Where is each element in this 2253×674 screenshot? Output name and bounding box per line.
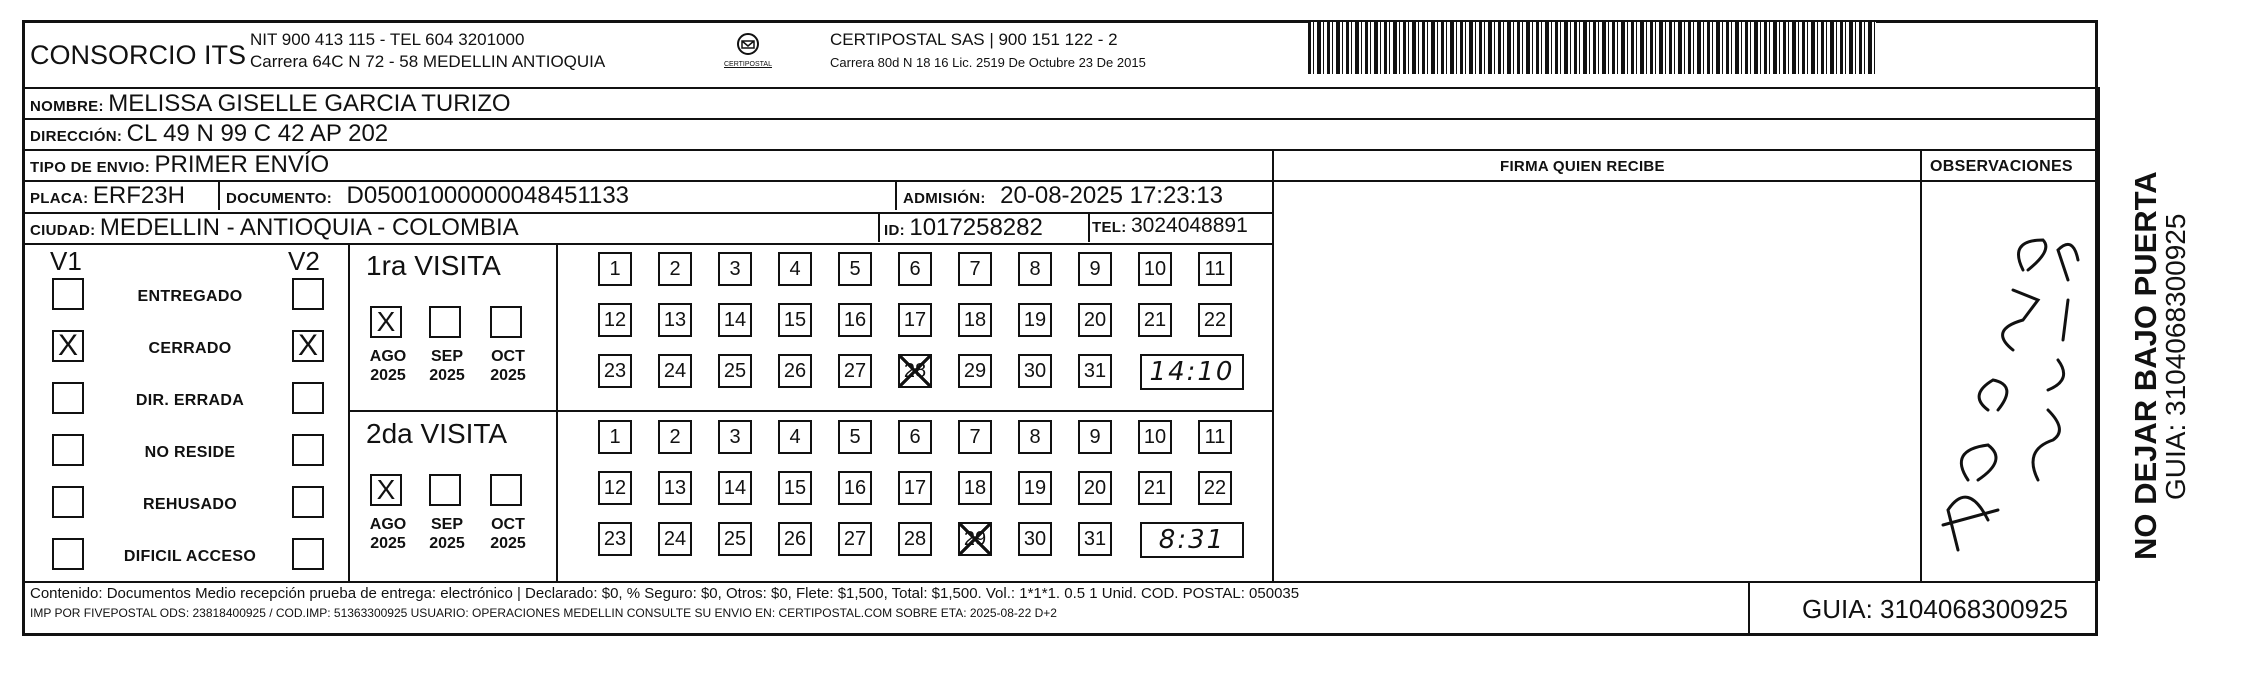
visit-title: 2da VISITA: [366, 418, 508, 449]
status-label: NO RESIDE: [144, 444, 236, 461]
ciudad-row: [30, 214, 519, 242]
visit-day-box[interactable]: 30: [1018, 354, 1052, 388]
visit-month-checkbox[interactable]: [429, 306, 461, 338]
status-v1-checkbox[interactable]: [52, 486, 84, 518]
admision-value: 20-08-2025 17:23:13: [1000, 182, 1224, 209]
visit-day-box[interactable]: 29: [958, 522, 992, 556]
status-label: DIFICIL ACCESO: [123, 548, 257, 565]
direccion-value: CL 49 N 99 C 42 AP 202: [126, 120, 389, 147]
firma-column-divider: [1272, 149, 1274, 581]
visit-day-box[interactable]: 23: [598, 354, 632, 388]
visit-day-box[interactable]: 6: [898, 252, 932, 286]
tipo-row: [30, 151, 329, 179]
status-label: ENTREGADO: [137, 288, 243, 305]
status-v2-checkbox[interactable]: [292, 382, 324, 414]
visit-day-box[interactable]: 15: [778, 471, 812, 505]
visit-year-label: 2025: [429, 535, 465, 552]
visit-day-box[interactable]: 25: [718, 354, 752, 388]
id-value: 1017258282: [909, 214, 1043, 241]
tel-value: 3024048891: [1130, 214, 1248, 237]
visit-month-checkbox[interactable]: [490, 474, 522, 506]
visit-month-mark: X: [376, 474, 396, 505]
placa-value: ERF23H: [92, 182, 185, 209]
observation-handwriting: [1928, 180, 2088, 575]
visit-day-box[interactable]: 10: [1138, 252, 1172, 286]
nombre-row: [30, 90, 511, 118]
footer-divider: [22, 581, 2098, 583]
visit-day-box[interactable]: 31: [1078, 354, 1112, 388]
visit-day-box[interactable]: 4: [778, 252, 812, 286]
visit-year-label: 2025: [490, 535, 526, 552]
nit-line: NIT 900 413 115 - TEL 604 3201000: [250, 30, 525, 49]
barcode: [1308, 22, 1876, 74]
visit-day-box[interactable]: 29: [958, 354, 992, 388]
visit-day-box[interactable]: 5: [838, 252, 872, 286]
cell-divider: [1088, 214, 1090, 242]
status-v2-checkbox[interactable]: [292, 538, 324, 570]
company-address: Carrera 64C N 72 - 58 MEDELLIN ANTIOQUIA: [250, 52, 606, 71]
visit-month-label: OCT: [491, 348, 525, 365]
visit-day-box[interactable]: 18: [958, 303, 992, 337]
visit-day-box[interactable]: 5: [838, 420, 872, 454]
visit-day-box[interactable]: 28: [898, 522, 932, 556]
visit-day-box[interactable]: 27: [838, 354, 872, 388]
status-v2-mark: X: [297, 329, 318, 362]
visit-day-box[interactable]: 31: [1078, 522, 1112, 556]
observaciones-column-divider: [1920, 149, 1922, 581]
visit-day-box[interactable]: 1: [598, 252, 632, 286]
visit-day-box[interactable]: 25: [718, 522, 752, 556]
certipostal-address: Carrera 80d N 18 16 Lic. 2519 De Octubre 23 De 2015: [830, 55, 1146, 70]
footer-line1: Contenido: Documentos Medio recepción prueba de entrega: electrónico | Declarado: $0, % Seguro: $0, Otros: $0, Flete: $1,500, Total: $1,500. Vol.: 1*1*1. 0.5 1 Unid. COD. POSTAL: 050035: [30, 585, 1300, 602]
visit-day-box[interactable]: 27: [838, 522, 872, 556]
visit-day-box[interactable]: 3: [718, 252, 752, 286]
visit-month-label: AGO: [369, 348, 407, 365]
visit-month-checkbox[interactable]: [490, 306, 522, 338]
v1-header: V1: [50, 246, 82, 276]
documento-value: D05001000000048451133: [346, 182, 630, 209]
row-divider: [22, 87, 2098, 89]
visit-day-box[interactable]: 20: [1078, 471, 1112, 505]
status-v1-checkbox[interactable]: [52, 538, 84, 570]
footer-line2: IMP POR FIVEPOSTAL ODS: 23818400925 / COD.IMP: 51363300925 USUARIO: OPERACIONES MEDELLIN CONSULTE SU ENVIO EN: CERTIPOSTAL.COM SOBRE ETA: 2025-08-22 D+2: [30, 606, 1057, 620]
visit-day-box[interactable]: 8: [1018, 420, 1052, 454]
visit-month-checkbox[interactable]: [429, 474, 461, 506]
visit-day-box[interactable]: 16: [838, 303, 872, 337]
status-label: DIR. ERRADA: [135, 392, 245, 409]
visit-day-box[interactable]: 28: [898, 354, 932, 388]
certipostal-logo: [720, 32, 776, 76]
visit-month-checkbox[interactable]: [370, 306, 402, 338]
company-name: CONSORCIO ITS: [30, 40, 247, 70]
visit-title: 1ra VISITA: [366, 250, 501, 281]
id-cell: [884, 214, 1043, 242]
visit-day-box[interactable]: 21: [1138, 303, 1172, 337]
visit-day-box[interactable]: 13: [658, 471, 692, 505]
visit-day-box[interactable]: 7: [958, 252, 992, 286]
side-guia: GUIA: 3104068300925: [2160, 213, 2191, 500]
footer-guia-divider: [1748, 581, 1750, 633]
ciudad-value: MEDELLIN - ANTIOQUIA - COLOMBIA: [99, 214, 519, 241]
tipo-value: PRIMER ENVÍO: [154, 151, 330, 178]
visit-day-box[interactable]: 19: [1018, 471, 1052, 505]
visit-day-box[interactable]: 19: [1018, 303, 1052, 337]
visit-day-box[interactable]: 17: [898, 303, 932, 337]
visit-day-box[interactable]: 26: [778, 354, 812, 388]
visit-day-box[interactable]: 15: [778, 303, 812, 337]
visit-year-label: 2025: [429, 367, 465, 384]
visit-day-box[interactable]: 18: [958, 471, 992, 505]
row-divider: [22, 149, 2098, 151]
visit-day-box[interactable]: 20: [1078, 303, 1112, 337]
visit-day-box[interactable]: 24: [658, 522, 692, 556]
status-v2-checkbox[interactable]: [292, 330, 324, 362]
visit-day-box[interactable]: 2: [658, 252, 692, 286]
visit-day-box[interactable]: 14: [718, 303, 752, 337]
direccion-label: DIRECCIÓN:: [30, 128, 123, 145]
documento-cell: [226, 182, 629, 210]
row-divider: [22, 243, 1272, 245]
observaciones-label: OBSERVACIONES: [1930, 158, 2073, 175]
tel-cell: [1092, 214, 1248, 238]
visit-day-box[interactable]: 26: [778, 522, 812, 556]
cell-divider: [218, 182, 220, 210]
visit-month-label: SEP: [430, 348, 463, 365]
firma-label: FIRMA QUIEN RECIBE: [1500, 158, 1665, 175]
cell-divider: [895, 182, 897, 210]
visit-day-box[interactable]: 22: [1198, 303, 1232, 337]
status-v1-checkbox[interactable]: [52, 278, 84, 310]
status-label: REHUSADO: [143, 496, 237, 513]
visit-month-label: AGO: [369, 516, 407, 533]
tipo-label: TIPO DE ENVIO:: [30, 159, 151, 176]
admision-cell: [903, 182, 1223, 210]
visit-day-box[interactable]: 12: [598, 303, 632, 337]
visit-day-box[interactable]: 23: [598, 522, 632, 556]
v2-header: V2: [288, 246, 320, 276]
visit-divider: [348, 410, 1272, 412]
visit-day-box[interactable]: 3: [718, 420, 752, 454]
documento-label: DOCUMENTO:: [226, 190, 333, 207]
visit-day-box[interactable]: 4: [778, 420, 812, 454]
visit-month-mark: X: [376, 306, 396, 337]
visit-year-label: 2025: [370, 535, 406, 552]
visit-days-divider: [556, 243, 558, 581]
status-v1-checkbox[interactable]: [52, 382, 84, 414]
visit-day-box[interactable]: 21: [1138, 471, 1172, 505]
visit-day-box[interactable]: 12: [598, 471, 632, 505]
visit-day-box[interactable]: 22: [1198, 471, 1232, 505]
visit-day-box[interactable]: 24: [658, 354, 692, 388]
nombre-label: NOMBRE:: [30, 98, 104, 115]
visit-month-label: SEP: [430, 516, 463, 533]
visit-year-label: 2025: [370, 367, 406, 384]
status-v2-checkbox[interactable]: [292, 278, 324, 310]
status-divider: [348, 243, 350, 581]
visit-month-label: OCT: [491, 516, 525, 533]
side-column-divider: [2098, 87, 2100, 581]
side-title: NO DEJAR BAJO PUERTA: [2128, 171, 2163, 560]
envelope-logo-icon: [734, 32, 762, 56]
direccion-row: [30, 120, 388, 148]
visit-day-box[interactable]: 11: [1198, 252, 1232, 286]
status-v1-checkbox[interactable]: [52, 330, 84, 362]
visit-day-box[interactable]: 14: [718, 471, 752, 505]
certipostal-line: CERTIPOSTAL SAS | 900 151 122 - 2: [830, 30, 1118, 49]
footer-guia: GUIA: 3104068300925: [1802, 594, 2068, 624]
cell-divider: [878, 214, 880, 242]
visit-day-box[interactable]: 16: [838, 471, 872, 505]
visit-month-checkbox[interactable]: [370, 474, 402, 506]
admision-label: ADMISIÓN:: [903, 190, 986, 207]
visit-time-box[interactable]: 14:10: [1140, 354, 1244, 390]
visit-day-box[interactable]: 8: [1018, 252, 1052, 286]
tel-label: TEL:: [1092, 219, 1127, 236]
placa-label: PLACA:: [30, 190, 89, 207]
visit-day-box[interactable]: 30: [1018, 522, 1052, 556]
visit-day-box[interactable]: 11: [1198, 420, 1232, 454]
visit-day-box[interactable]: 17: [898, 471, 932, 505]
visit-day-box[interactable]: 9: [1078, 252, 1112, 286]
visit-day-box[interactable]: 7: [958, 420, 992, 454]
visit-time-box[interactable]: 8:31: [1140, 522, 1244, 558]
visit-year-label: 2025: [490, 367, 526, 384]
ciudad-label: CIUDAD:: [30, 222, 96, 239]
logo-text: CERTIPOSTAL: [724, 61, 772, 68]
visit-day-box[interactable]: 2: [658, 420, 692, 454]
status-v2-checkbox[interactable]: [292, 434, 324, 466]
status-v1-checkbox[interactable]: [52, 434, 84, 466]
nombre-value: MELISSA GISELLE GARCIA TURIZO: [108, 90, 511, 117]
visit-day-box[interactable]: 10: [1138, 420, 1172, 454]
visit-day-box[interactable]: 13: [658, 303, 692, 337]
status-v2-checkbox[interactable]: [292, 486, 324, 518]
visit-day-box[interactable]: 9: [1078, 420, 1112, 454]
status-label: CERRADO: [148, 340, 232, 357]
id-label: ID:: [884, 222, 905, 239]
status-v1-mark: X: [57, 329, 78, 362]
placa-row: [30, 182, 185, 210]
visit-day-box[interactable]: 1: [598, 420, 632, 454]
visit-day-box[interactable]: 6: [898, 420, 932, 454]
